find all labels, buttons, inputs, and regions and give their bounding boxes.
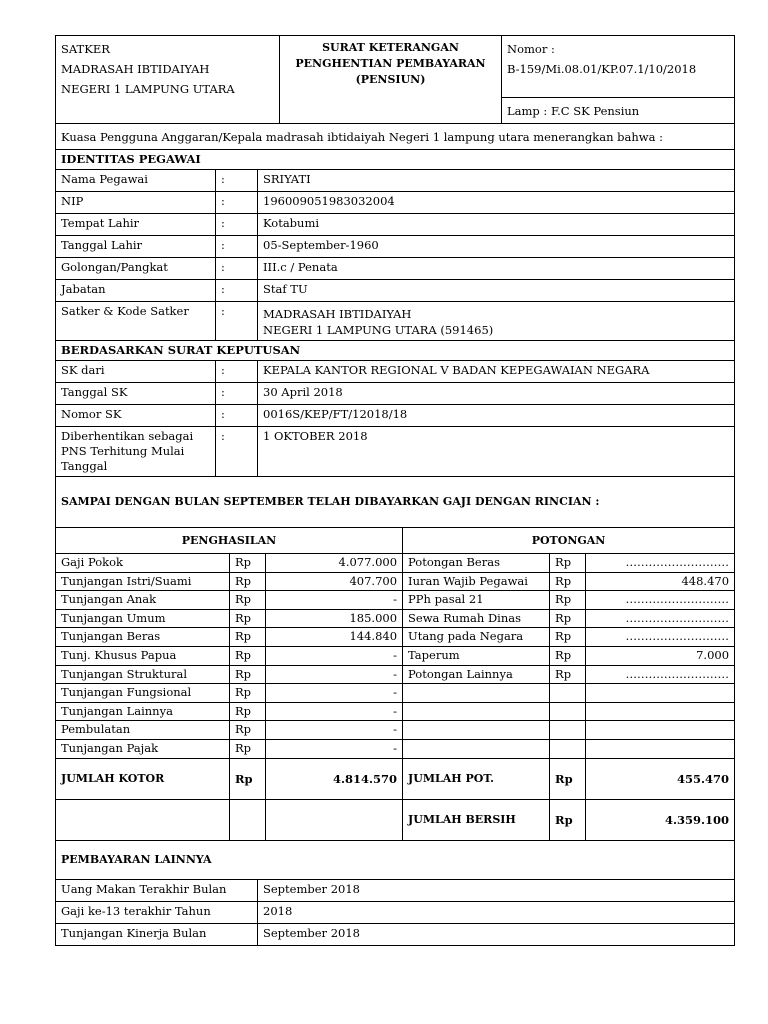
earning-amount: 185.000 (266, 609, 403, 628)
salary-row (56, 739, 735, 758)
keputusan-row: SK dari : KEPALA KANTOR REGIONAL V BADAN KEPEGAWAIAN NEGARA (56, 361, 735, 383)
salary-row (56, 665, 735, 684)
jumlah-kotor-rp: Rp (230, 758, 266, 799)
deduction-currency: Rp (550, 628, 586, 647)
earning-label: Tunjangan Beras (56, 628, 230, 647)
colon: : (216, 170, 258, 192)
other-payments-table (55, 840, 735, 946)
earning-label: Pembulatan (56, 721, 230, 740)
salary-row (56, 628, 735, 647)
earning-amount: 144.840 (266, 628, 403, 647)
earning-currency: Rp (230, 572, 266, 591)
tempat-lahir-value: Kotabumi (258, 214, 735, 236)
earning-label: Tunjangan Anak (56, 591, 230, 610)
earning-currency: Rp (230, 665, 266, 684)
colon: : (216, 383, 258, 405)
deduction-label: Iuran Wajib Pegawai (403, 572, 550, 591)
earning-amount: - (266, 591, 403, 610)
deduction-label: Sewa Rumah Dinas (403, 609, 550, 628)
jumlah-pot-rp: Rp (550, 758, 586, 799)
colon: : (216, 258, 258, 280)
earning-currency: Rp (230, 739, 266, 758)
salary-table (55, 527, 735, 841)
earning-currency: Rp (230, 628, 266, 647)
nama-pegawai-value: SRIYATI (258, 170, 735, 192)
deduction-currency (550, 702, 586, 721)
deduction-label (403, 702, 550, 721)
deduction-currency (550, 739, 586, 758)
pembayaran-lainnya-heading: PEMBAYARAN LAINNYA (56, 840, 735, 879)
deduction-amount (586, 702, 735, 721)
colon: : (216, 405, 258, 427)
deduction-amount: ……………………… (586, 591, 735, 610)
identity-row: NIP : 196009051983032004 (56, 192, 735, 214)
other-payment-row: Tunjangan Kinerja Bulan September 2018 (56, 923, 735, 945)
earning-currency: Rp (230, 721, 266, 740)
deduction-currency: Rp (550, 609, 586, 628)
colon: : (216, 427, 258, 477)
earning-label: Tunjangan Struktural (56, 665, 230, 684)
earning-amount: - (266, 665, 403, 684)
identity-row: Satker & Kode Satker : MADRASAH IBTIDAIYAH NEGERI 1 LAMPUNG UTARA (591465) (56, 302, 735, 341)
salary-row (56, 646, 735, 665)
salary-row (56, 554, 735, 573)
keputusan-row: Tanggal SK : 30 April 2018 (56, 383, 735, 405)
colon: : (216, 361, 258, 383)
earning-currency: Rp (230, 609, 266, 628)
uang-makan-value: September 2018 (258, 879, 735, 901)
tunjangan-kinerja-value: September 2018 (258, 923, 735, 945)
jumlah-bersih-rp: Rp (550, 799, 586, 840)
deduction-currency: Rp (550, 554, 586, 573)
earning-amount: - (266, 721, 403, 740)
salary-row (56, 572, 735, 591)
satker-block (56, 36, 280, 124)
tanggal-lahir-value: 05-September-1960 (258, 236, 735, 258)
colon: : (216, 302, 258, 341)
lampiran-cell (502, 98, 735, 124)
deduction-currency (550, 721, 586, 740)
jumlah-kotor-label: JUMLAH KOTOR (56, 758, 230, 799)
earning-label: Tunjangan Fungsional (56, 684, 230, 703)
deduction-amount: 448.470 (586, 572, 735, 591)
earning-amount: - (266, 684, 403, 703)
earning-amount: - (266, 702, 403, 721)
deduction-currency: Rp (550, 665, 586, 684)
identity-row: Nama Pegawai : SRIYATI (56, 170, 735, 192)
identity-row: Tempat Lahir : Kotabumi (56, 214, 735, 236)
satker-label: SATKER (61, 42, 110, 56)
keputusan-row: Nomor SK : 0016S/KEP/FT/12018/18 (56, 405, 735, 427)
deduction-amount (586, 684, 735, 703)
empty-cell (230, 799, 266, 840)
earning-label: Tunjangan Umum (56, 609, 230, 628)
nomor-sk-value: 0016S/KEP/FT/12018/18 (258, 405, 735, 427)
jumlah-pot-label: JUMLAH POT. (403, 758, 550, 799)
gaji-13-value: 2018 (258, 901, 735, 923)
lampiran-text: Lamp : F.C SK Pensiun (507, 103, 640, 118)
deduction-currency: Rp (550, 591, 586, 610)
other-payment-row: Gaji ke-13 terakhir Tahun 2018 (56, 901, 735, 923)
salary-row (56, 684, 735, 703)
deduction-amount: ……………………… (586, 665, 735, 684)
rincian-heading: SAMPAI DENGAN BULAN SEPTEMBER TELAH DIBAYARKAN GAJI DENGAN RINCIAN : (56, 477, 735, 528)
salary-row (56, 591, 735, 610)
keputusan-heading: BERDASARKAN SURAT KEPUTUSAN (56, 341, 735, 361)
earning-label: Tunjangan Pajak (56, 739, 230, 758)
header-table (55, 35, 735, 124)
sk-dari-value: KEPALA KANTOR REGIONAL V BADAN KEPEGAWAIAN NEGARA (258, 361, 735, 383)
jumlah-bersih-label: JUMLAH BERSIH (403, 799, 550, 840)
tanggal-sk-value: 30 April 2018 (258, 383, 735, 405)
deduction-amount: ……………………… (586, 628, 735, 647)
deduction-amount: ……………………… (586, 554, 735, 573)
deduction-amount (586, 721, 735, 740)
identity-row: Golongan/Pangkat : III.c / Penata (56, 258, 735, 280)
earning-currency: Rp (230, 684, 266, 703)
empty-cell (56, 799, 230, 840)
deduction-amount: ……………………… (586, 609, 735, 628)
berhenti-label: Diberhentikan sebagai PNS Terhitung Mulai Tanggal (56, 427, 216, 477)
colon: : (216, 214, 258, 236)
document-sheet (55, 35, 734, 946)
deduction-amount (586, 739, 735, 758)
other-payment-row: Uang Makan Terakhir Bulan September 2018 (56, 879, 735, 901)
deduction-amount: 7.000 (586, 646, 735, 665)
jumlah-bersih-value: 4.359.100 (586, 799, 735, 840)
keputusan-row (56, 427, 735, 477)
deduction-label (403, 721, 550, 740)
deduction-currency: Rp (550, 646, 586, 665)
jabatan-value: Staf TU (258, 280, 735, 302)
earning-currency: Rp (230, 646, 266, 665)
earning-amount: - (266, 739, 403, 758)
salary-row (56, 702, 735, 721)
intro-statement: Kuasa Pengguna Anggaran/Kepala madrasah ibtidaiyah Negeri 1 lampung utara menerangkan bahwa : (56, 124, 735, 150)
satker-name-line2: NEGERI 1 LAMPUNG UTARA (61, 82, 235, 96)
deduction-label: PPh pasal 21 (403, 591, 550, 610)
earning-amount: 407.700 (266, 572, 403, 591)
identitas-heading: IDENTITAS PEGAWAI (56, 150, 735, 170)
identity-table (55, 123, 735, 528)
colon: : (216, 192, 258, 214)
penghasilan-heading: PENGHASILAN (56, 528, 403, 554)
identity-row: Jabatan : Staf TU (56, 280, 735, 302)
satker-name-line1: MADRASAH IBTIDAIYAH (61, 62, 210, 76)
deduction-currency (550, 684, 586, 703)
jumlah-kotor-value: 4.814.570 (266, 758, 403, 799)
earning-label: Tunjangan Istri/Suami (56, 572, 230, 591)
berhenti-value: 1 OKTOBER 2018 (258, 427, 735, 477)
deduction-label: Utang pada Negara (403, 628, 550, 647)
earning-amount: 4.077.000 (266, 554, 403, 573)
deduction-label: Potongan Lainnya (403, 665, 550, 684)
earning-label: Tunjangan Lainnya (56, 702, 230, 721)
nomor-label: Nomor : (507, 42, 555, 56)
nomor-cell (502, 36, 735, 98)
jumlah-pot-value: 455.470 (586, 758, 735, 799)
salary-row (56, 609, 735, 628)
deduction-label (403, 684, 550, 703)
identity-row: Tanggal Lahir : 05-September-1960 (56, 236, 735, 258)
deduction-currency: Rp (550, 572, 586, 591)
golongan-value: III.c / Penata (258, 258, 735, 280)
potongan-heading: POTONGAN (403, 528, 735, 554)
deduction-label: Potongan Beras (403, 554, 550, 573)
document-title: SURAT KETERANGAN PENGHENTIAN PEMBAYARAN (PENSIUN) (280, 36, 502, 124)
earning-currency: Rp (230, 702, 266, 721)
earning-currency: Rp (230, 591, 266, 610)
deduction-label: Taperum (403, 646, 550, 665)
colon: : (216, 280, 258, 302)
satker-kode-value: MADRASAH IBTIDAIYAH NEGERI 1 LAMPUNG UTARA (591465) (258, 302, 735, 341)
empty-cell (266, 799, 403, 840)
nip-value: 196009051983032004 (258, 192, 735, 214)
salary-row (56, 721, 735, 740)
deduction-label (403, 739, 550, 758)
earning-amount: - (266, 646, 403, 665)
earning-label: Tunj. Khusus Papua (56, 646, 230, 665)
nomor-value: B-159/Mi.08.01/KP.07.1/10/2018 (507, 62, 697, 76)
earning-label: Gaji Pokok (56, 554, 230, 573)
colon: : (216, 236, 258, 258)
earning-currency: Rp (230, 554, 266, 573)
